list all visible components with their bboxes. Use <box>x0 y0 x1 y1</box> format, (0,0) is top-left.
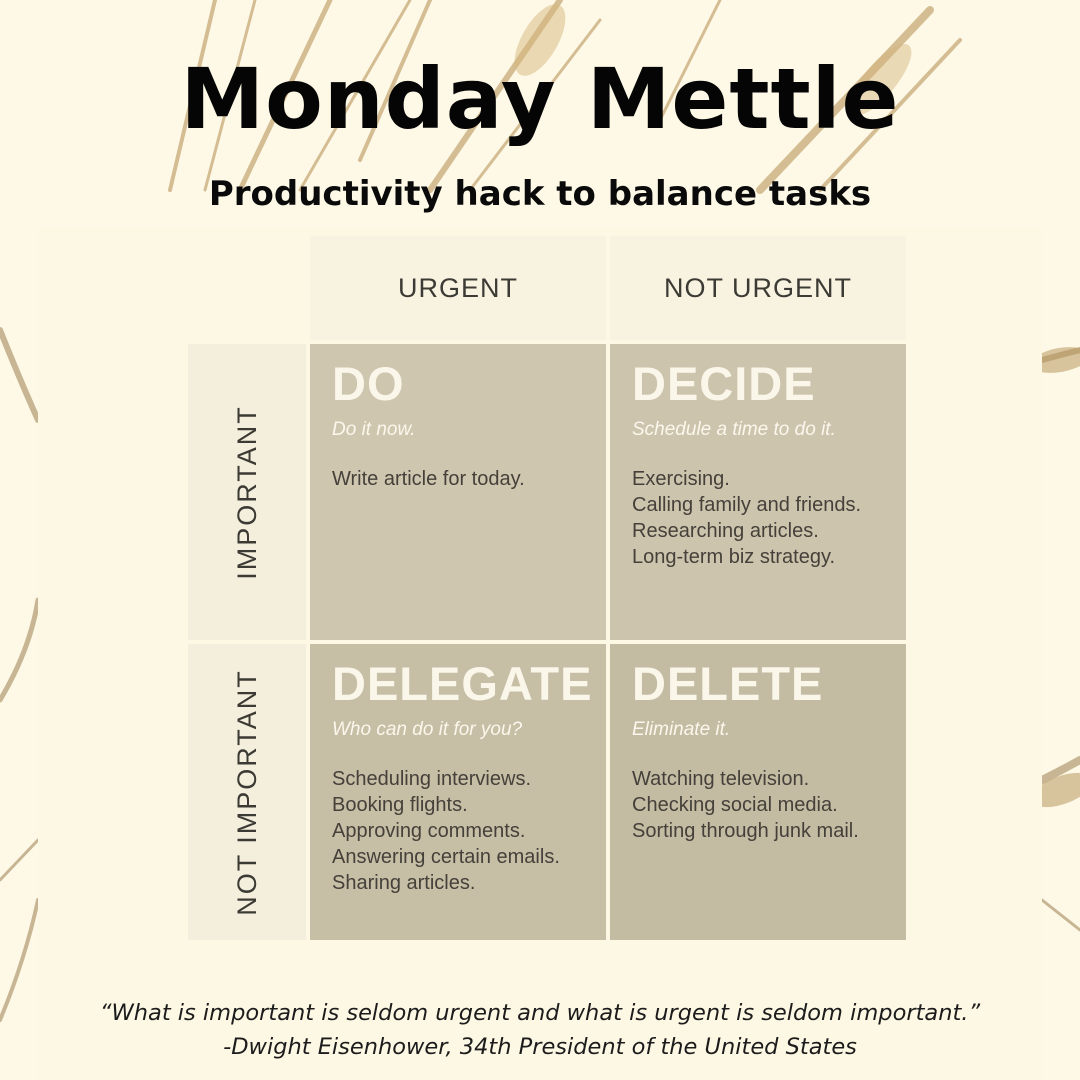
list-item: Researching articles. <box>632 520 819 542</box>
row-header-important-label: IMPORTANT <box>231 404 262 580</box>
quadrant-do-subtitle: Do it now. <box>332 419 416 440</box>
quadrant-delete-title: DELETE <box>632 657 824 710</box>
list-item: Sharing articles. <box>332 872 476 894</box>
list-item: Checking social media. <box>632 794 838 816</box>
list-item: Calling family and friends. <box>632 494 861 516</box>
quadrant-do-title: DO <box>332 357 405 410</box>
list-item: Booking flights. <box>332 794 468 816</box>
quote-attribution: -Dwight Eisenhower, 34th President of the United States <box>223 1034 857 1060</box>
list-item: Write article for today. <box>332 468 525 490</box>
list-item: Long-term biz strategy. <box>632 546 836 568</box>
list-item: Exercising. <box>632 468 730 490</box>
quadrant-decide-title: DECIDE <box>632 357 816 410</box>
quadrant-delete-subtitle: Eliminate it. <box>632 719 731 740</box>
row-header-not-important <box>188 644 306 940</box>
list-item: Watching television. <box>632 768 810 790</box>
column-header-urgent: URGENT <box>310 236 606 340</box>
quadrant-delegate <box>310 644 606 940</box>
page-title: Monday Mettle <box>180 50 900 148</box>
quadrant-decide-list <box>632 466 884 570</box>
page-subtitle: Productivity hack to balance tasks <box>208 174 872 214</box>
quadrant-delete <box>610 644 906 940</box>
list-item: Approving comments. <box>332 820 526 842</box>
column-header-not-urgent: NOT URGENT <box>610 236 906 340</box>
list-item: Sorting through junk mail. <box>632 820 859 842</box>
row-header-not-important-label: NOT IMPORTANT <box>231 668 262 916</box>
quadrant-delegate-title: DELEGATE <box>332 657 593 710</box>
list-item: Scheduling interviews. <box>332 768 531 790</box>
quote-text: “What is important is seldom urgent and what is urgent is seldom important.” <box>99 1000 981 1026</box>
quadrant-do <box>310 344 606 640</box>
quadrant-decide-subtitle: Schedule a time to do it. <box>632 419 836 440</box>
quote-block <box>40 996 1040 1064</box>
row-header-important <box>188 344 306 640</box>
quadrant-delegate-subtitle: Who can do it for you? <box>332 719 523 740</box>
quadrant-decide <box>610 344 906 640</box>
list-item: Answering certain emails. <box>332 846 560 868</box>
quadrant-delete-list <box>632 766 884 844</box>
quadrant-delegate-list <box>332 766 584 896</box>
quadrant-do-list <box>332 466 584 492</box>
